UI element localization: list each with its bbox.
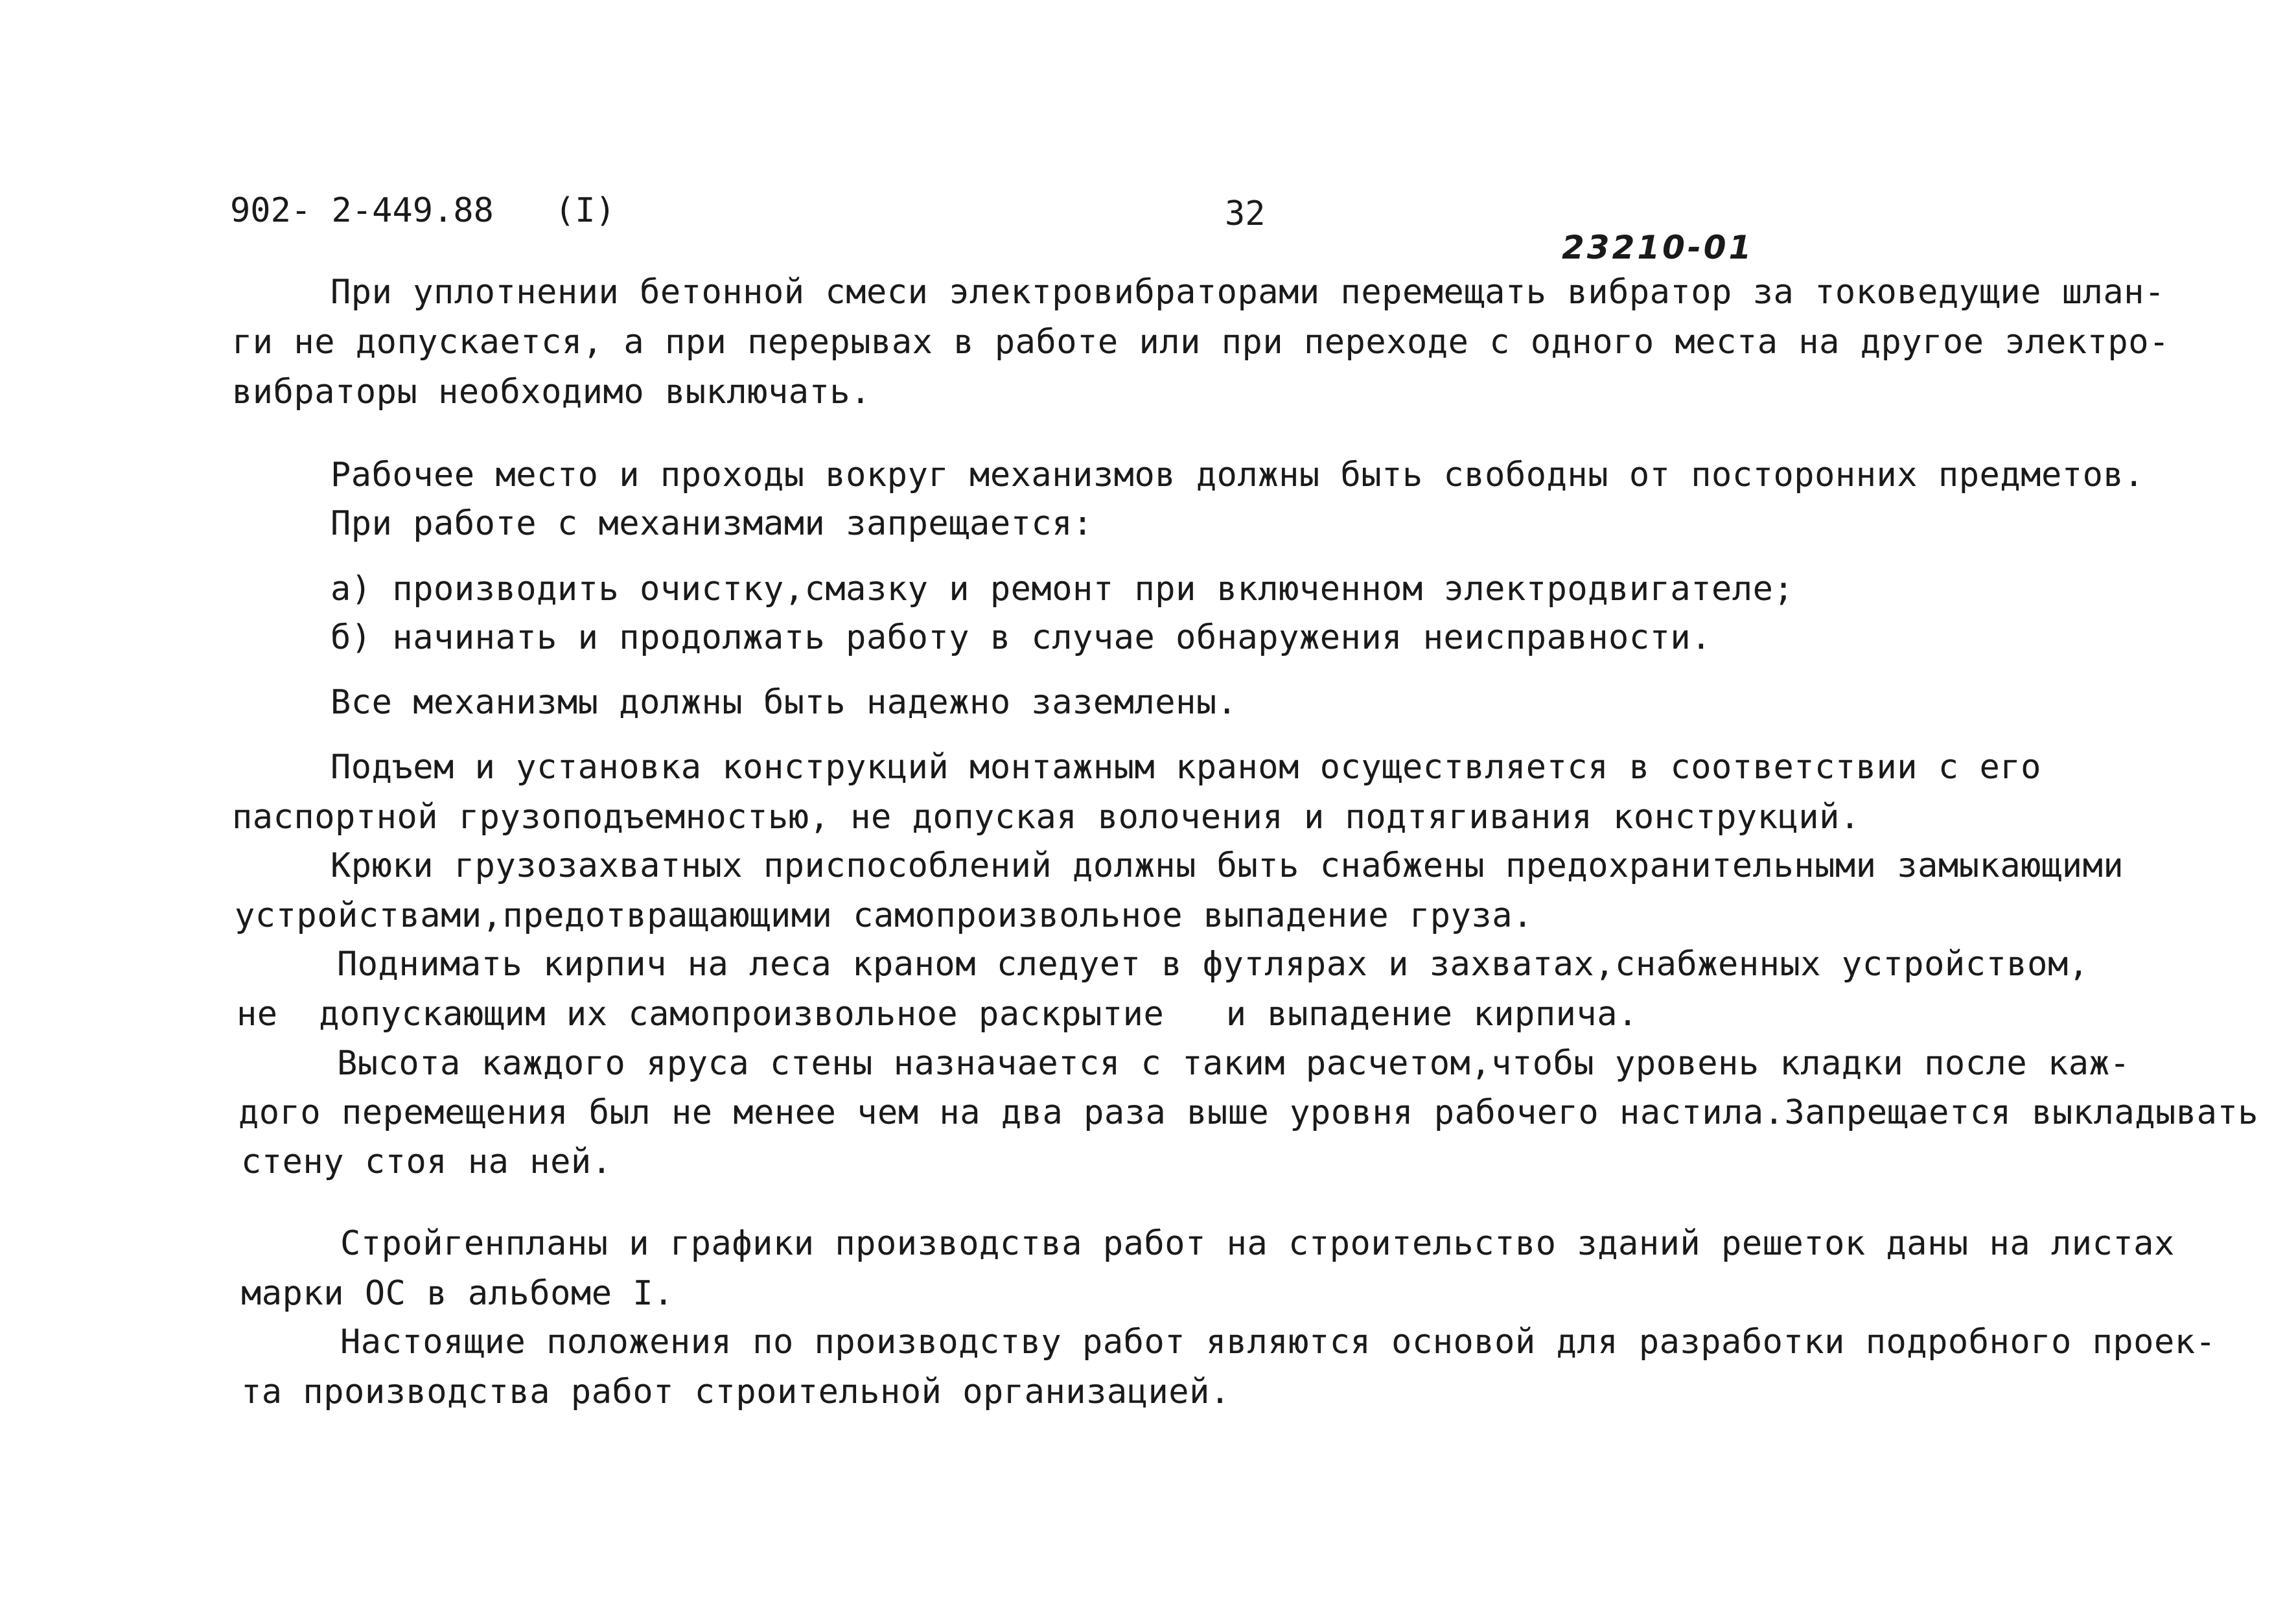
text-line: Поднимать кирпич на леса краном следует в футлярах и захватах,снабженных устройством, xyxy=(337,945,2089,984)
document-code: 902- 2-449.88 (I) xyxy=(230,191,616,230)
text-line: марки ОС в альбоме I. xyxy=(241,1274,674,1313)
text-line: дого перемещения был не менее чем на два раза выше уровня рабочего настила.Запрещается выкладывать xyxy=(238,1093,2259,1132)
text-line: б) начинать и продолжать работу в случае обнаружения неисправности. xyxy=(331,618,1712,657)
text-line: Высота каждого яруса стены назначается с таким расчетом,чтобы уровень кладки после каж- xyxy=(337,1044,2131,1083)
text-line: Рабочее место и проходы вокруг механизмов должны быть свободны от посторонних предметов. xyxy=(331,456,2144,494)
text-line: стену стоя на ней. xyxy=(241,1143,612,1181)
text-line: Стройгенпланы и графики производства работ на строительство зданий решеток даны на листах xyxy=(340,1224,2175,1263)
text-line: та производства работ строительной организацией. xyxy=(241,1373,1231,1411)
text-line: Подъем и установка конструкций монтажным краном осуществляется в соответствии с его xyxy=(331,748,2041,787)
text-line: устройствами,предотвращающими самопроизвольное выпадение груза. xyxy=(235,896,1533,935)
inventory-number-stamp: 23210-01 xyxy=(1562,229,1754,266)
text-line: При уплотнении бетонной смеси электровибраторами перемещать вибратор за токоведущие шлан- xyxy=(331,273,2165,312)
page-number: 32 xyxy=(1225,194,1266,233)
text-line: При работе с механизмами запрещается: xyxy=(331,504,1093,543)
text-line: вибраторы необходимо выключать. xyxy=(232,373,872,412)
text-line: паспортной грузоподъемностью, не допуская волочения и подтягивания конструкций. xyxy=(232,798,1861,837)
text-line: Все механизмы должны быть надежно заземлены. xyxy=(331,683,1238,722)
text-line: ги не допускается, а при перерывах в работе или при переходе с одного места на другое электро- xyxy=(232,323,2170,362)
text-line: Настоящие положения по производству работ являются основой для разработки подробного проек- xyxy=(340,1323,2216,1362)
text-line: не допускающим их самопроизвольное раскрытие и выпадение кирпича. xyxy=(237,995,1638,1034)
text-line: Крюки грузозахватных приспособлений должны быть снабжены предохранительными замыкающими xyxy=(331,846,2124,885)
text-line: а) производить очистку,смазку и ремонт при включенном электродвигателе; xyxy=(331,570,1794,609)
